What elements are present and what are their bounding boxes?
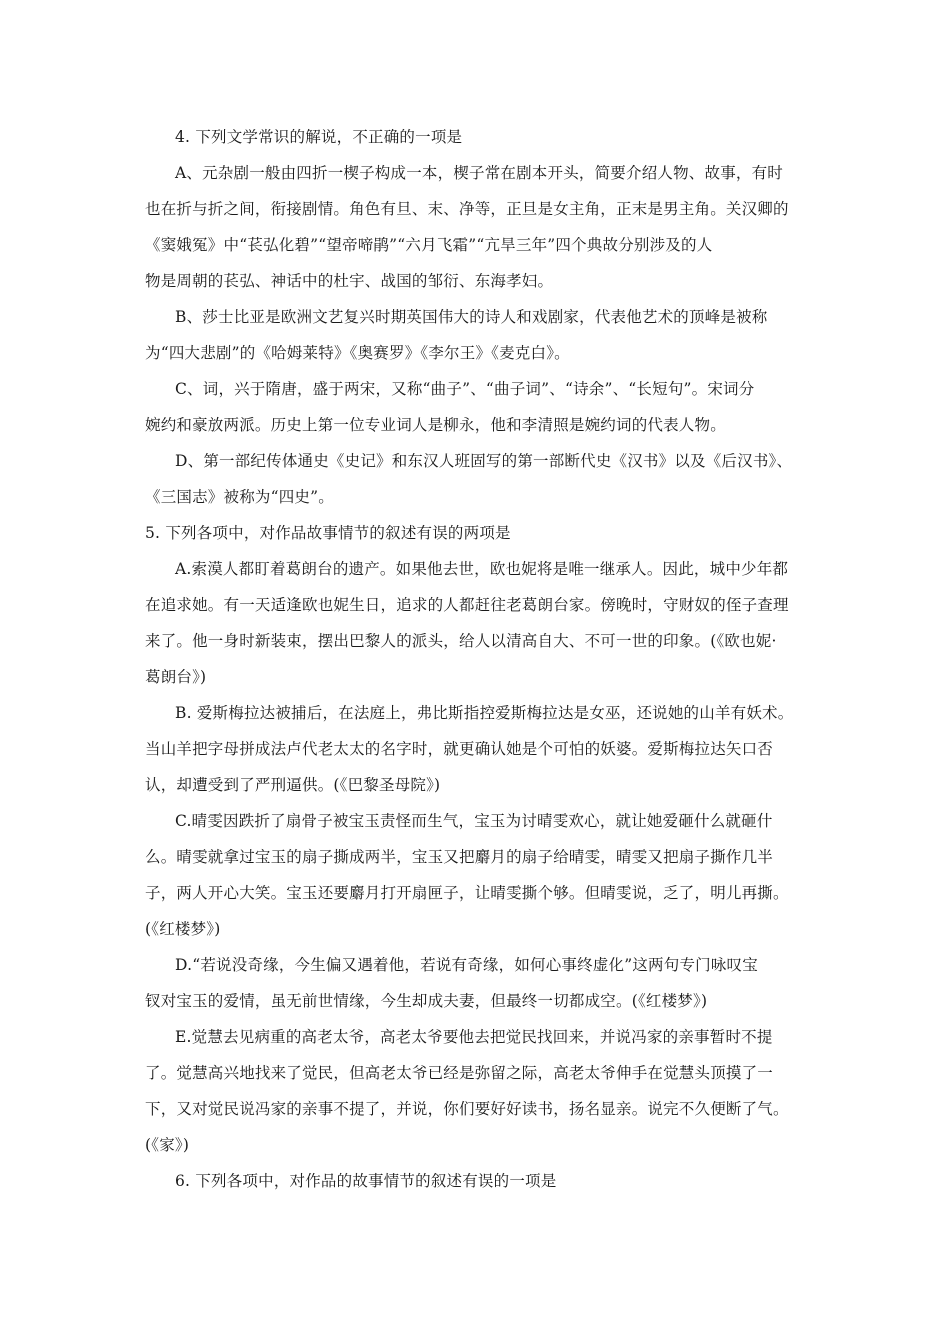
question-4-stem: 4. 下列文学常识的解说，不正确的一项是 xyxy=(175,128,463,146)
option-line: 钗对宝玉的爱情，虽无前世情缘，今生却成夫妻，但最终一切都成空。(《红楼梦》) xyxy=(145,992,708,1010)
option-line: 下，又对觉民说冯家的亲事不提了，并说，你们要好好读书，扬名显亲。说完不久便断了气。 xyxy=(145,1100,789,1118)
option-line: 了。觉慧高兴地找来了觉民，但高老太爷已经是弥留之际，高老太爷伸手在觉慧头顶摸了一 xyxy=(145,1064,774,1082)
question-4 xyxy=(145,128,810,506)
document-content xyxy=(145,128,810,1190)
option-line: 也在折与折之间，衔接剧情。角色有旦、末、净等，正旦是女主角，正末是男主角。关汉卿的 xyxy=(145,200,789,218)
option-line: B. 爱斯梅拉达被捕后，在法庭上，弗比斯指控爱斯梅拉达是女巫，还说她的山羊有妖术。 xyxy=(175,704,794,722)
question-6 xyxy=(145,1172,810,1190)
option-line: C、词，兴于隋唐，盛于两宋，又称“曲子”、“曲子词”、“诗余”、“长短句”。宋词分 xyxy=(175,380,755,398)
option-line: (《家》) xyxy=(145,1136,190,1154)
option-line: 婉约和豪放两派。历史上第一位专业词人是柳永，他和李清照是婉约词的代表人物。 xyxy=(145,416,726,434)
option-line: 物是周朝的苌弘、神话中的杜宇、战国的邹衍、东海孝妇。 xyxy=(145,272,554,290)
question-5-option-c xyxy=(145,812,810,938)
option-line: A.索漠人都盯着葛朗台的遗产。如果他去世，欧也妮将是唯一继承人。因此，城中少年都 xyxy=(175,560,789,578)
question-4-option-c xyxy=(145,380,810,434)
question-4-option-d xyxy=(145,452,810,506)
option-line: 为“四大悲剧”的《哈姆莱特》《奥赛罗》《李尔王》《麦克白》。 xyxy=(145,344,570,362)
option-line: D、第一部纪传体通史《史记》和东汉人班固写的第一部断代史《汉书》以及《后汉书》、 xyxy=(175,452,793,470)
option-line: E.觉慧去见病重的高老太爷，高老太爷要他去把觉民找回来，并说冯家的亲事暂时不提 xyxy=(175,1028,773,1046)
question-5-stem: 5. 下列各项中，对作品故事情节的叙述有误的两项是 xyxy=(145,524,511,542)
option-line: 么。晴雯就拿过宝玉的扇子撕成两半，宝玉又把麝月的扇子给晴雯，晴雯又把扇子撕作几半 xyxy=(145,848,774,866)
question-5-option-d xyxy=(145,956,810,1010)
option-line: 来了。他一身时新装束，摆出巴黎人的派头，给人以清高自大、不可一世的印象。(《欧也妮· xyxy=(145,632,777,650)
option-line: C.晴雯因跌折了扇骨子被宝玉责怪而生气，宝玉为讨晴雯欢心，就让她爱砸什么就砸什 xyxy=(175,812,773,830)
question-4-option-b xyxy=(145,308,810,362)
option-line: 当山羊把字母拼成法卢代老太太的名字时，就更确认她是个可怕的妖婆。爱斯梅拉达矢口否 xyxy=(145,740,774,758)
option-line: 葛朗台》) xyxy=(145,668,207,686)
option-line: 《三国志》被称为“四史”。 xyxy=(145,488,334,506)
option-line: 《窦娥冤》中“苌弘化碧”“望帝啼鹃”“六月飞霜”“亢旱三年”四个典故分别涉及的人 xyxy=(145,236,713,254)
option-line: (《红楼梦》) xyxy=(145,920,221,938)
question-5-option-e xyxy=(145,1028,810,1154)
option-line: 认，却遭受到了严刑逼供。(《巴黎圣母院》) xyxy=(145,776,441,794)
option-line: D.“若说没奇缘，今生偏又遇着他，若说有奇缘，如何心事终虚化”这两句专门咏叹宝 xyxy=(175,956,758,974)
question-5 xyxy=(145,524,810,1154)
option-line: 子，两人开心大笑。宝玉还要麝月打开扇匣子，让晴雯撕个够。但晴雯说，乏了，明儿再撕。 xyxy=(145,884,789,902)
question-6-stem: 6. 下列各项中，对作品的故事情节的叙述有误的一项是 xyxy=(175,1172,557,1190)
option-line: A、元杂剧一般由四折一楔子构成一本，楔子常在剧本开头，简要介绍人物、故事，有时 xyxy=(175,164,783,182)
question-5-option-b xyxy=(145,704,810,794)
option-line: 在追求她。有一天适逢欧也妮生日，追求的人都赶往老葛朗台家。傍晚时，守财奴的侄子查理 xyxy=(145,596,789,614)
option-line: B、莎士比亚是欧洲文艺复兴时期英国伟大的诗人和戏剧家，代表他艺术的顶峰是被称 xyxy=(175,308,768,326)
question-4-option-a xyxy=(145,164,810,290)
question-5-option-a xyxy=(145,560,810,686)
